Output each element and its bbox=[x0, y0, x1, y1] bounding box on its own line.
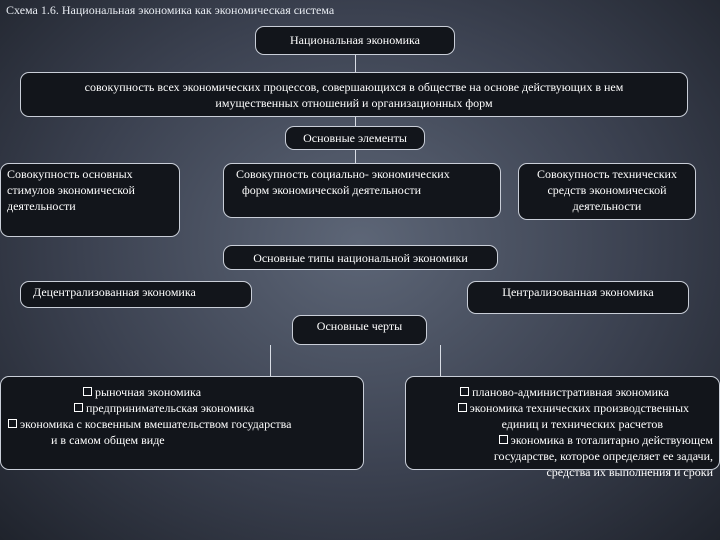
types-header-label: Основные типы национальной экономики bbox=[253, 251, 468, 265]
element-box-forms bbox=[223, 163, 501, 218]
feature-business-item bbox=[1, 400, 363, 416]
types-header-box bbox=[223, 245, 498, 270]
feature-general-item bbox=[1, 432, 363, 448]
feature-totalitarian-cont bbox=[406, 448, 713, 464]
feature-business-text: предпринимательская экономика bbox=[86, 401, 255, 415]
element-stimuli-line-1: Совокупность основных bbox=[7, 167, 133, 181]
element-stimuli-line-2: стимулов экономической bbox=[7, 183, 135, 197]
connector-definition-elements bbox=[355, 117, 356, 126]
features-box-planned bbox=[405, 376, 720, 479]
feature-technical-cont-text: единиц и технических расчетов bbox=[501, 417, 663, 431]
element-technical-line-3: деятельности bbox=[572, 199, 642, 213]
checkbox-icon bbox=[458, 403, 467, 412]
feature-market-text: рыночная экономика bbox=[95, 385, 202, 399]
feature-indirect-item bbox=[1, 416, 363, 432]
checkbox-icon bbox=[83, 387, 92, 396]
element-technical-line-1: Совокупность технических bbox=[537, 167, 677, 181]
feature-market-item bbox=[1, 384, 363, 400]
element-box-stimuli bbox=[0, 163, 180, 237]
features-box-market bbox=[0, 376, 364, 470]
type-box-decentralized bbox=[20, 281, 252, 308]
connector-title-definition bbox=[355, 55, 356, 72]
checkbox-icon bbox=[8, 419, 17, 428]
element-forms-line-2: форм экономической деятельности bbox=[242, 183, 422, 197]
feature-totalitarian-text: экономика в тоталитарно действующем bbox=[510, 433, 713, 447]
type-decentralized-label: Децентрализованная экономика bbox=[33, 285, 196, 299]
feature-planned-item bbox=[406, 384, 713, 400]
feature-terms-text: средства их выполнения и сроки bbox=[546, 465, 713, 479]
checkbox-icon bbox=[74, 403, 83, 412]
features-header-label: Основные черты bbox=[316, 319, 403, 333]
definition-box bbox=[20, 72, 688, 117]
features-header-box bbox=[292, 315, 427, 345]
diagram-caption: Схема 1.6. Национальная экономика как экономическая система bbox=[6, 3, 335, 17]
element-forms-line-1: Совокупность социально- экономических bbox=[236, 167, 450, 181]
element-stimuli-line-3: деятельности bbox=[7, 199, 76, 213]
feature-planned-text: планово-административная экономика bbox=[472, 385, 669, 399]
elements-header-box bbox=[285, 126, 425, 150]
feature-state-text: государстве, которое определяет ее задачи, bbox=[493, 449, 713, 463]
title-box-label: Национальная экономика bbox=[290, 33, 420, 47]
feature-indirect-text: экономика с косвенным вмешательством государства bbox=[20, 417, 292, 431]
feature-general-text: и в самом общем виде bbox=[51, 433, 165, 447]
type-box-centralized bbox=[467, 281, 689, 314]
feature-totalitarian-item bbox=[406, 432, 713, 448]
feature-terms-item bbox=[406, 464, 713, 480]
element-technical-line-2: средств экономической bbox=[547, 183, 667, 197]
definition-line-1: совокупность всех экономических процессов, совершающихся в обществе на основе действующих в нем bbox=[84, 80, 624, 94]
title-box bbox=[255, 26, 455, 55]
feature-technical-item bbox=[406, 400, 713, 416]
type-centralized-label: Централизованная экономика bbox=[502, 285, 654, 299]
element-box-technical bbox=[518, 163, 696, 220]
checkbox-icon bbox=[460, 387, 469, 396]
feature-technical-text: экономика технических производственных bbox=[469, 401, 689, 415]
feature-technical-cont bbox=[406, 416, 713, 432]
elements-header-label: Основные элементы bbox=[303, 131, 407, 145]
definition-line-2: имущественных отношений и организационных форм bbox=[215, 96, 493, 110]
checkbox-icon bbox=[499, 435, 508, 444]
